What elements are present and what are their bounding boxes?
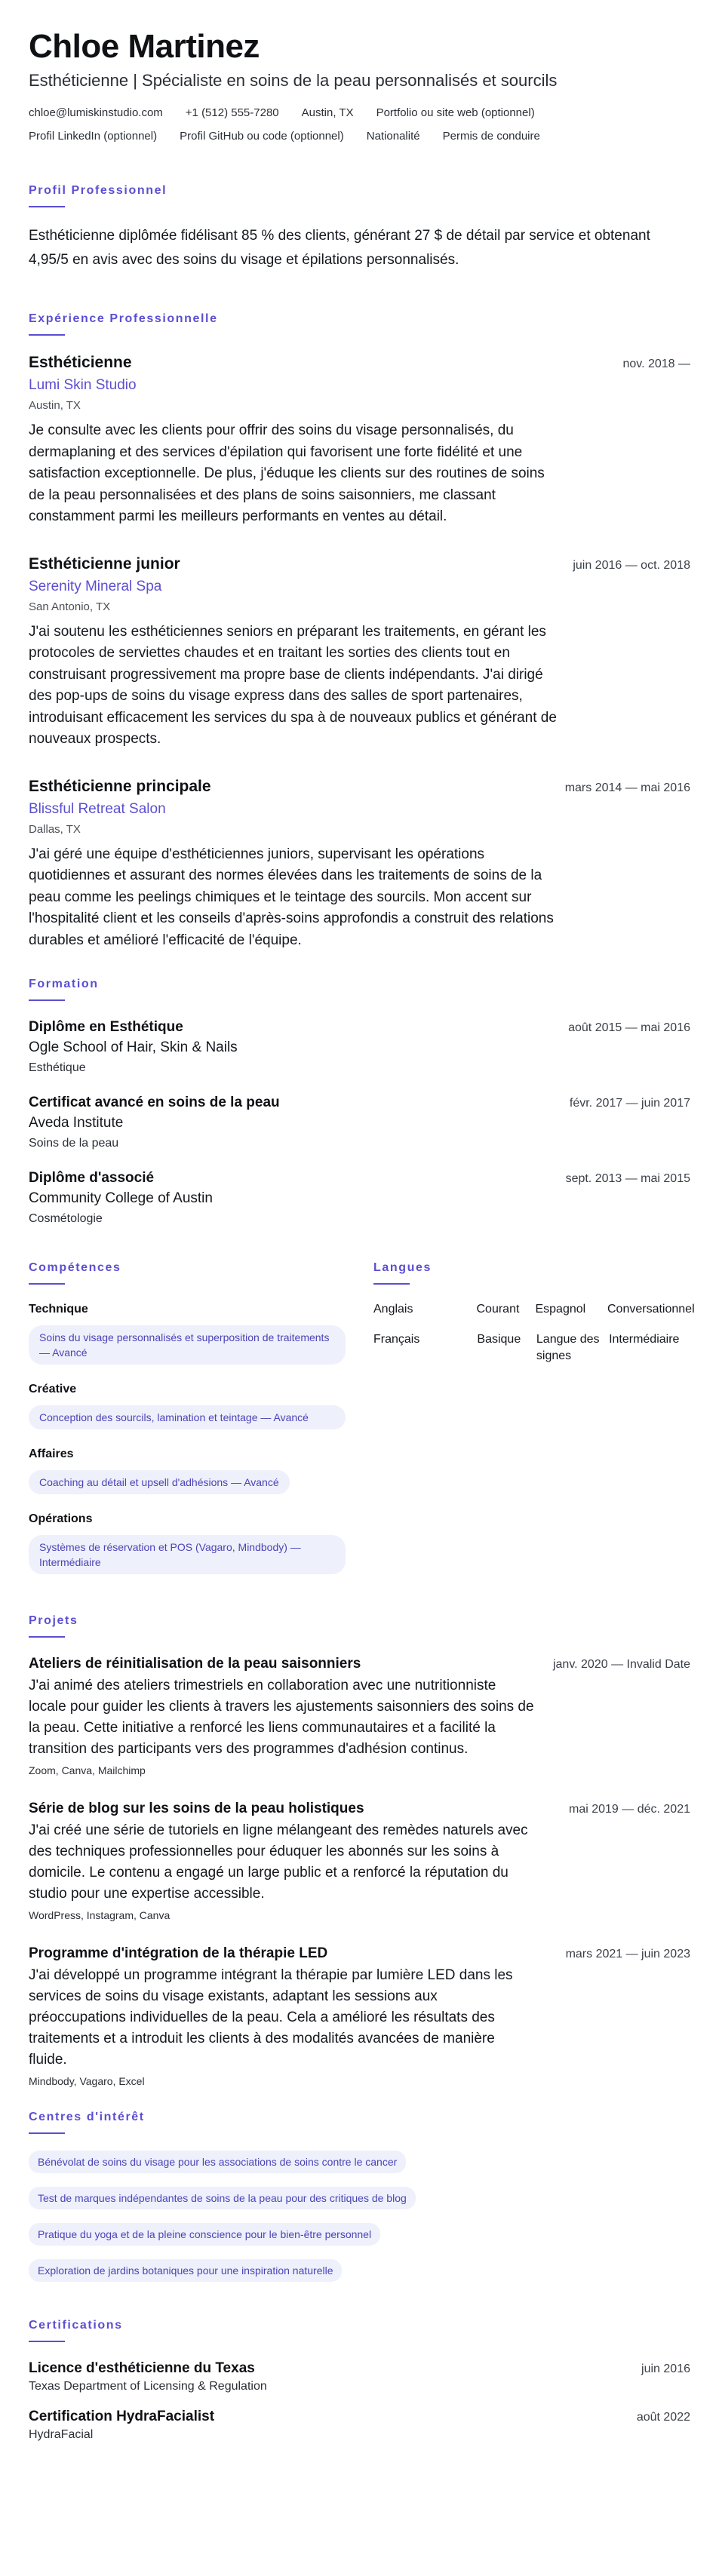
- degree-title: Diplôme d'associé: [29, 1170, 155, 1186]
- education-entry: [29, 1018, 690, 1076]
- language-row: [373, 1331, 690, 1365]
- field-of-study: Cosmétologie: [29, 1212, 103, 1225]
- section-divider: [29, 999, 65, 1001]
- certification-name: Licence d'esthéticienne du Texas: [29, 2360, 255, 2376]
- experience-section: [29, 312, 690, 951]
- job-description: J'ai soutenu les esthéticiennes seniors en préparant les traitements, en gérant les protocoles de serviettes chaudes et en traitant les sorties des clients tout en construisant progressivement ma propre base de clients indépendants. J'ai dirigé des pop-ups de soins du visage express dans des salles de sport partenaires, introduisant efficacement les services du spa à de nouveaux publics et générant de nouveaux prospects.: [29, 623, 557, 747]
- language-name: Anglais: [373, 1303, 413, 1316]
- language-level: Conversationnel: [607, 1303, 695, 1316]
- job-location: San Antonio, TX: [29, 600, 111, 613]
- interests-section: [29, 2110, 690, 2295]
- field-of-study: Esthétique: [29, 1061, 86, 1074]
- section-title-interests: Centres d'intérêt: [29, 2111, 145, 2123]
- field-of-study: Soins de la peau: [29, 1137, 119, 1150]
- skill-category: Affaires: [29, 1448, 74, 1460]
- section-title-projects: Projets: [29, 1614, 78, 1627]
- certification-issuer: Texas Department of Licensing & Regulation: [29, 2380, 267, 2393]
- education-dates: févr. 2017 — juin 2017: [569, 1097, 690, 1110]
- section-divider: [29, 1283, 65, 1285]
- contact-portfolio[interactable]: Portfolio ou site web (optionnel): [376, 106, 535, 119]
- job-description: J'ai géré une équipe d'esthéticiennes juniors, supervisant les opérations quotidiennes et assurant des normes élevées dans les traitements de soins de la peau comme les peelings chimiques et le teintage des sourcils. Mon accent sur l'hospitalité client et les conseils d'après-soins approfondis a construit des relations durables et amélioré l'efficacité de l'équipe.: [29, 846, 554, 948]
- interest-pill: Exploration de jardins botaniques pour une inspiration naturelle: [29, 2259, 342, 2282]
- skill-pill: Coaching au détail et upsell d'adhésions — Avancé: [29, 1470, 290, 1494]
- project-dates: mai 2019 — déc. 2021: [569, 1803, 690, 1816]
- project-entry: [29, 1654, 690, 1778]
- contact-license: Permis de conduire: [442, 130, 540, 143]
- skill-category: Créative: [29, 1383, 77, 1395]
- project-description: J'ai créé une série de tutoriels en ligne mélangeant des remèdes naturels avec des techniques professionnelles pour éduquer les abonnés sur les soins à domicile. Le contenu a engagé un large public et a renforcé la réputation du studio pour une expertise accessible.: [29, 1822, 528, 1902]
- project-tools: Zoom, Canva, Mailchimp: [29, 1764, 146, 1776]
- language-name: Langue des signes: [536, 1333, 600, 1362]
- job-description: Je consulte avec les clients pour offrir des soins du visage personnalisés, du dermaplaning et des services d'épilation qui favorisent une forte fidélité et une satisfaction exceptionnelle. De plus, j'éduque les clients sur des routines de soins de la peau personnalisées et des plans de soins saisonniers, me classant constamment parmi les meilleurs performants en ventes au détail.: [29, 422, 545, 524]
- contact-linkedin[interactable]: Profil LinkedIn (optionnel): [29, 130, 158, 143]
- job-title: Esthéticienne junior: [29, 554, 180, 573]
- language-row: [373, 1301, 695, 1318]
- contact-row-2: [29, 129, 690, 144]
- project-description: J'ai animé des ateliers trimestriels en collaboration avec une nutritionniste locale pour guider les clients à travers les ajustements saisonniers des soins de la peau. Cette initiative a renforcé les liens communautaires et a facilité la transition des participants vers des programmes d'adhésion continus.: [29, 1678, 534, 1757]
- section-title-education: Formation: [29, 978, 99, 990]
- contact-location: Austin, TX: [301, 106, 354, 119]
- skill-pill: Conception des sourcils, lamination et teintage — Avancé: [29, 1405, 346, 1429]
- candidate-subtitle: Esthéticienne | Spécialiste en soins de la peau personnalisés et sourcils: [29, 71, 558, 90]
- language-level: Courant: [476, 1303, 520, 1316]
- project-entry: [29, 1799, 690, 1923]
- language-name: Espagnol: [535, 1303, 586, 1316]
- candidate-name: Chloe Martinez: [29, 28, 260, 65]
- experience-entry: [29, 352, 690, 528]
- section-divider: [29, 2132, 65, 2134]
- section-divider: [29, 206, 65, 207]
- contact-row-1: [29, 106, 690, 121]
- section-divider: [373, 1283, 410, 1285]
- resume-header: [29, 27, 690, 144]
- education-dates: août 2015 — mai 2016: [568, 1021, 690, 1034]
- section-divider: [29, 1636, 65, 1638]
- job-dates: nov. 2018 —: [622, 358, 690, 370]
- company-name: Blissful Retreat Salon: [29, 800, 166, 817]
- project-dates: mars 2021 — juin 2023: [565, 1948, 690, 1960]
- project-entry: [29, 1944, 690, 2089]
- certifications-section: [29, 2318, 690, 2443]
- skill-category: Technique: [29, 1303, 88, 1316]
- certification-date: août 2022: [636, 2411, 690, 2424]
- education-entry: [29, 1168, 690, 1227]
- contact-github[interactable]: Profil GitHub ou code (optionnel): [180, 130, 344, 143]
- company-name: Lumi Skin Studio: [29, 377, 137, 393]
- project-tools: Mindbody, Vagaro, Excel: [29, 2075, 145, 2087]
- certification-name: Certification HydraFacialist: [29, 2409, 215, 2424]
- language-level: Basique: [477, 1333, 521, 1346]
- project-description: J'ai développé un programme intégrant la thérapie par lumière LED dans les services de soins du visage existants, adaptant les sessions aux préoccupations individuelles de la peau. Cela a amélioré les résultats des traitements et a introduit les clients à des modalités avancées de manière fluide.: [29, 1967, 513, 2068]
- school-name: Aveda Institute: [29, 1115, 124, 1131]
- skill-category: Opérations: [29, 1512, 93, 1525]
- skill-pill: Soins du visage personnalisés et superposition de traitements — Avancé: [29, 1325, 346, 1365]
- profile-section: [29, 183, 690, 272]
- job-location: Dallas, TX: [29, 822, 81, 836]
- education-section: [29, 977, 690, 1227]
- section-divider: [29, 2341, 65, 2342]
- section-title-certifications: Certifications: [29, 2319, 123, 2332]
- project-name: Programme d'intégration de la thérapie LED: [29, 1945, 328, 1961]
- certification-date: juin 2016: [641, 2363, 690, 2375]
- project-tools: WordPress, Instagram, Canva: [29, 1909, 171, 1921]
- education-dates: sept. 2013 — mai 2015: [565, 1172, 690, 1185]
- contact-phone[interactable]: +1 (512) 555-7280: [185, 106, 279, 119]
- skills-section: [29, 1260, 373, 1591]
- project-dates: janv. 2020 — Invalid Date: [552, 1658, 690, 1671]
- section-title-skills: Compétences: [29, 1261, 121, 1274]
- project-name: Ateliers de réinitialisation de la peau saisonniers: [29, 1656, 361, 1672]
- certification-entry: [29, 2359, 690, 2395]
- projects-section: [29, 1613, 690, 2089]
- section-title-profile: Profil Professionnel: [29, 184, 167, 197]
- skills-languages-row: [29, 1260, 695, 1591]
- job-dates: juin 2016 — oct. 2018: [573, 558, 690, 572]
- profile-summary: Esthéticienne diplômée fidélisant 85 % des clients, générant 27 $ de détail par service et obtenant 4,95/5 en avis avec des soins du visage et épilations personnalisés.: [29, 228, 650, 268]
- skill-pill: Systèmes de réservation et POS (Vagaro, Mindbody) — Intermédiaire: [29, 1535, 346, 1574]
- company-name: Serenity Mineral Spa: [29, 578, 162, 594]
- interest-pill: Pratique du yoga et de la pleine conscience pour le bien-être personnel: [29, 2223, 380, 2246]
- job-title: Esthéticienne principale: [29, 777, 211, 795]
- certification-issuer: HydraFacial: [29, 2428, 94, 2441]
- experience-entry: [29, 776, 690, 952]
- section-divider: [29, 334, 65, 336]
- school-name: Community College of Austin: [29, 1190, 213, 1206]
- degree-title: Certificat avancé en soins de la peau: [29, 1095, 280, 1110]
- section-title-experience: Expérience Professionnelle: [29, 312, 218, 325]
- school-name: Ogle School of Hair, Skin & Nails: [29, 1039, 238, 1055]
- language-name: Français: [373, 1333, 420, 1346]
- degree-title: Diplôme en Esthétique: [29, 1019, 183, 1035]
- contact-nationality: Nationalité: [366, 130, 420, 143]
- certification-entry: [29, 2407, 690, 2443]
- project-name: Série de blog sur les soins de la peau holistiques: [29, 1801, 364, 1816]
- job-dates: mars 2014 — mai 2016: [564, 781, 690, 794]
- education-entry: [29, 1093, 690, 1152]
- languages-section: [373, 1260, 695, 1591]
- interest-pill: Bénévolat de soins du visage pour les associations de soins contre le cancer: [29, 2151, 406, 2173]
- job-location: Austin, TX: [29, 399, 81, 412]
- language-level: Intermédiaire: [609, 1333, 680, 1346]
- interest-pill: Test de marques indépendantes de soins de la peau pour des critiques de blog: [29, 2187, 416, 2209]
- contact-email[interactable]: chloe@lumiskinstudio.com: [29, 106, 163, 119]
- section-title-languages: Langues: [373, 1261, 432, 1274]
- experience-entry: [29, 554, 690, 751]
- job-title: Esthéticienne: [29, 354, 132, 371]
